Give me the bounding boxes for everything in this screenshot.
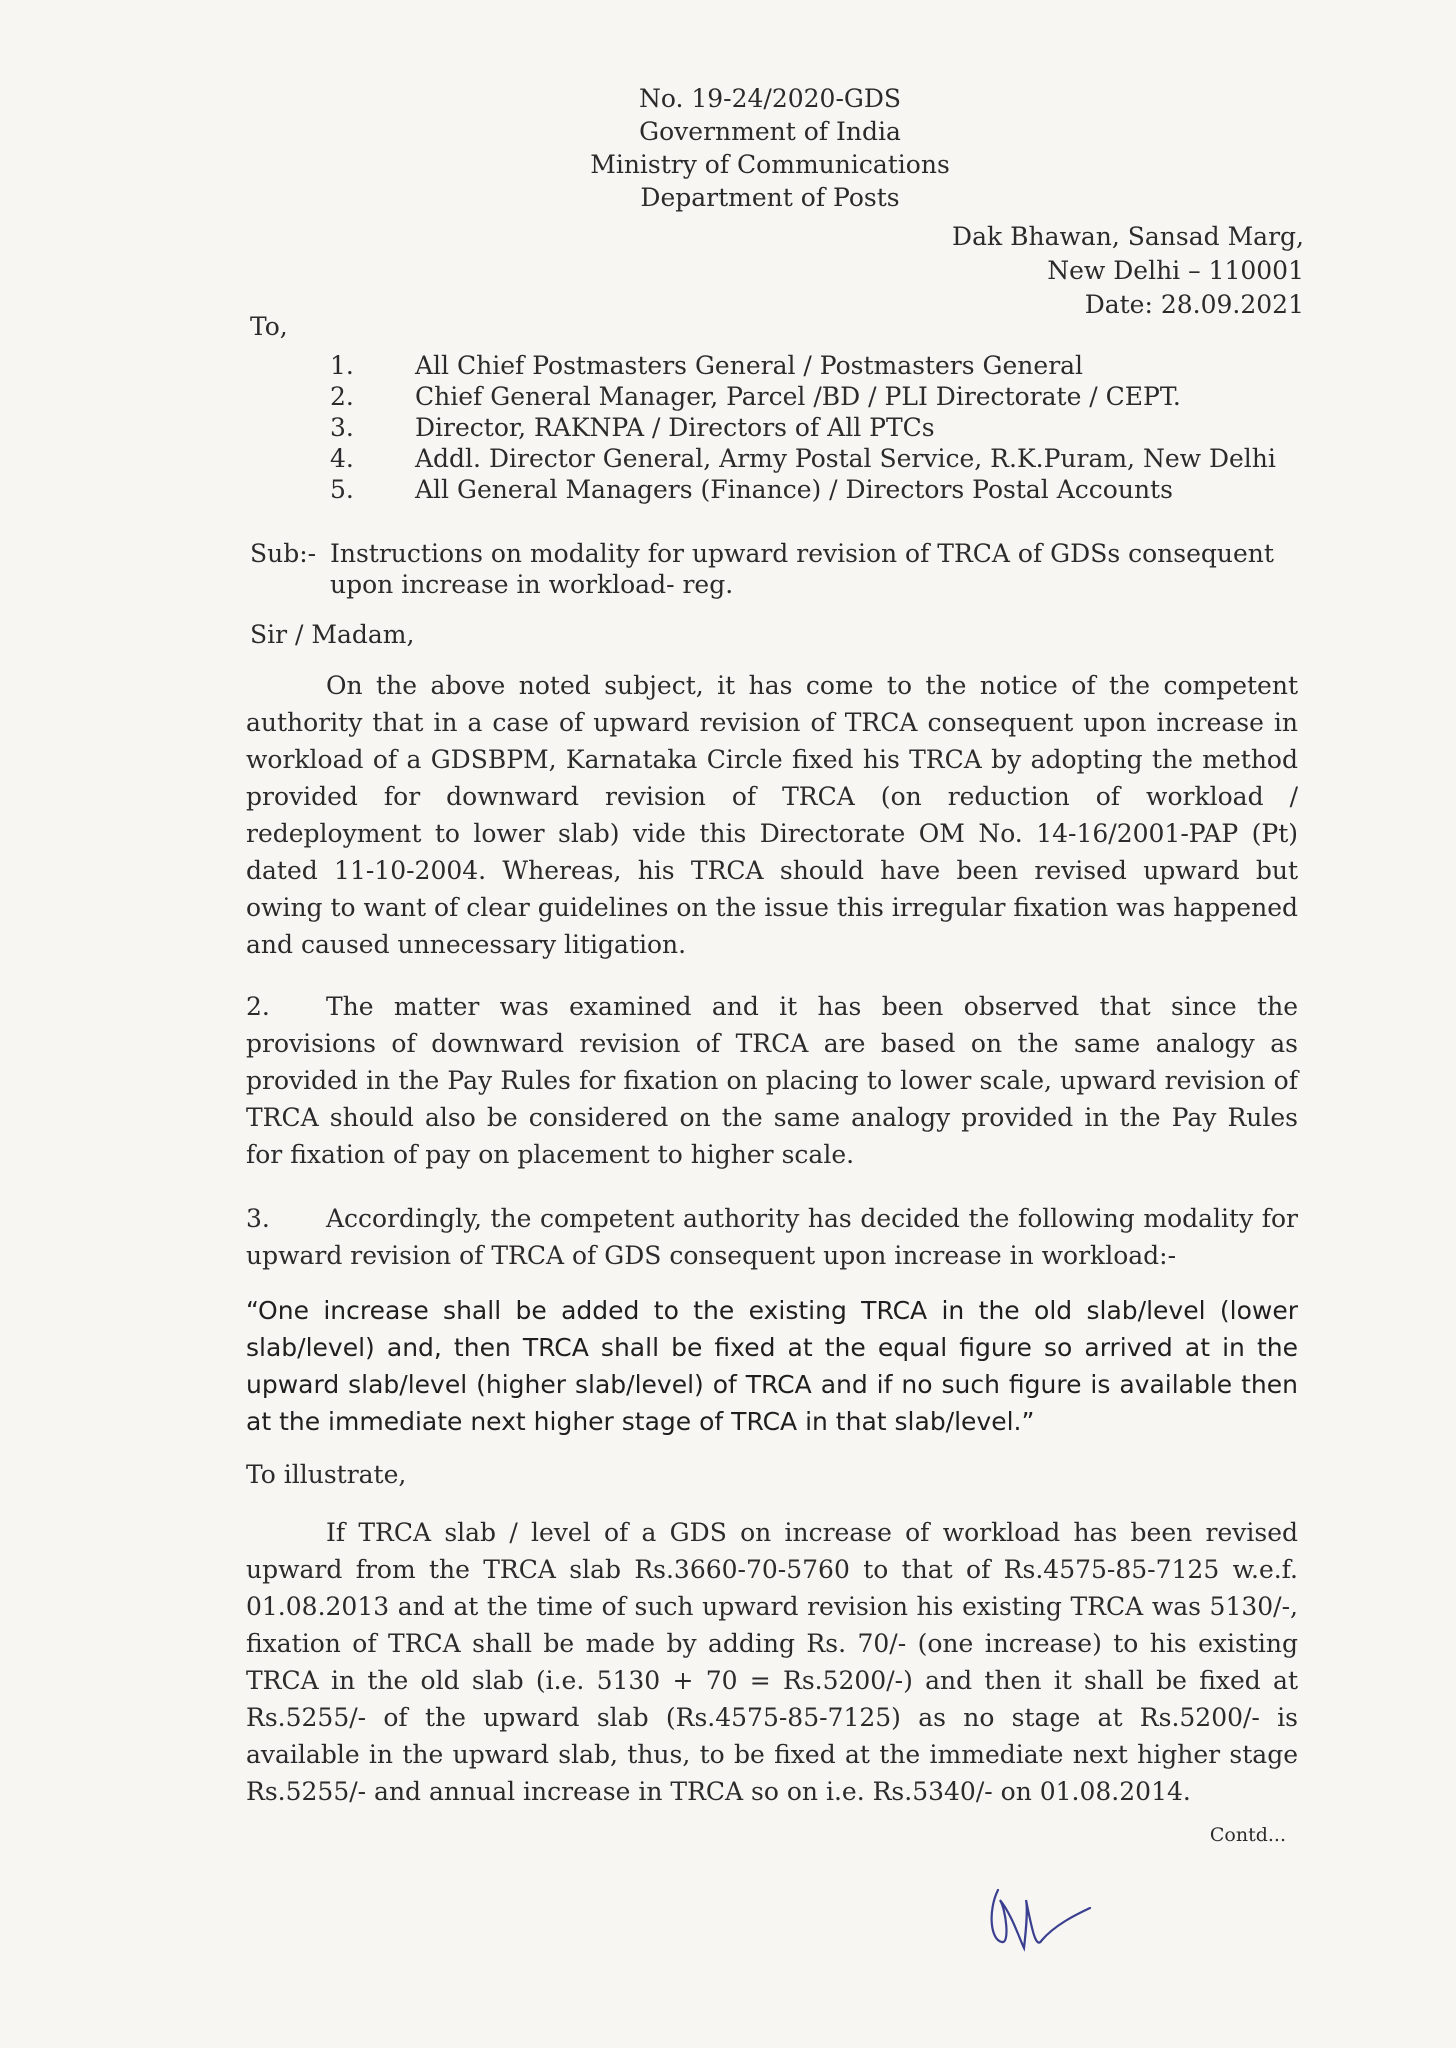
illustration-label: To illustrate, bbox=[246, 1460, 407, 1489]
recipient-text: Chief General Manager, Parcel /BD / PLI Directorate / CEPT. bbox=[415, 382, 1181, 411]
recipient-item bbox=[330, 412, 1276, 443]
paragraph-number: 3. bbox=[246, 1204, 270, 1233]
recipient-text: Addl. Director General, Army Postal Service, R.K.Puram, New Delhi bbox=[415, 444, 1276, 473]
recipient-text: All General Managers (Finance) / Directors Postal Accounts bbox=[415, 475, 1173, 504]
recipient-item bbox=[330, 350, 1276, 381]
recipient-item bbox=[330, 381, 1276, 412]
government-name: Government of India bbox=[639, 117, 901, 146]
paragraph-1: On the above noted subject, it has come to the notice of the competent authority that in a case of upward revision of TRCA consequent upon increase in workload of a GDSBPM, Karnataka Circle fixed his TRCA by adopting the method provided for downward revision of TRCA (on reduction of workload / redeployment to lower slab) vide this Directorate OM No. 14-16/2001-PAP (Pt) dated 11-10-2004. Whereas, his TRCA should have been revised upward but owing to want of clear guidelines on the issue this irregular fixation was happened and caused unnecessary litigation. bbox=[246, 671, 1298, 959]
recipient-number: 1. bbox=[330, 351, 354, 380]
paragraph-illustration: If TRCA slab / level of a GDS on increase of workload has been revised upward from the TRCA slab Rs.3660-70-5760 to that of Rs.4575-85-7125 w.e.f. 01.08.2013 and at the time of such upward revision his existing TRCA was 5130/-, fixation of TRCA shall be made by adding Rs. 70/- (one increase) to his existing TRCA in the old slab (i.e. 5130 + 70 = Rs.5200/-) and then it shall be fixed at Rs.5255/- of the upward slab (Rs.4575-85-7125) as no stage at Rs.5200/- is available in the upward slab, thus, to be fixed at the immediate next higher stage Rs.5255/- and annual increase in TRCA so on i.e. Rs.5340/- on 01.08.2014. bbox=[246, 1518, 1298, 1806]
to-label: To, bbox=[250, 312, 288, 341]
address-line-2: New Delhi – 110001 bbox=[1047, 256, 1304, 285]
department-name: Department of Posts bbox=[640, 183, 900, 212]
file-number: No. 19-24/2020-GDS bbox=[638, 84, 902, 113]
recipient-list bbox=[330, 350, 1276, 505]
ministry-name: Ministry of Communications bbox=[590, 150, 950, 179]
letterhead bbox=[560, 82, 980, 214]
recipient-number: 4. bbox=[330, 444, 354, 473]
salutation: Sir / Madam, bbox=[250, 620, 415, 649]
subject-label: Sub:- bbox=[250, 539, 317, 568]
letter-date: Date: 28.09.2021 bbox=[1084, 290, 1304, 319]
signature-mark bbox=[980, 1870, 1100, 1970]
paragraph-3 bbox=[246, 1200, 1298, 1274]
recipient-number: 3. bbox=[330, 413, 354, 442]
recipient-item bbox=[330, 443, 1276, 474]
paragraph-text: The matter was examined and it has been observed that since the provisions of downward revision of TRCA are based on the same analogy as provided in the Pay Rules for fixation on placing to lower scale, upward revision of TRCA should also be considered on the same analogy provided in the Pay Rules for fixation of pay on placement to higher scale. bbox=[246, 992, 1298, 1169]
modality-quote: “One increase shall be added to the existing TRCA in the old slab/level (lower slab/level) and, then TRCA shall be fixed at the equal figure so arrived at in the upward slab/level (higher slab/level) of TRCA and if no such figure is available then at the immediate next higher stage of TRCA in that slab/level.” bbox=[246, 1296, 1298, 1436]
signature-stroke bbox=[992, 1890, 1090, 1948]
paragraph-number: 2. bbox=[246, 992, 270, 1021]
address-line-1: Dak Bhawan, Sansad Marg, bbox=[952, 222, 1304, 251]
recipient-number: 5. bbox=[330, 475, 354, 504]
office-address bbox=[952, 220, 1304, 322]
recipient-item bbox=[330, 474, 1276, 505]
continued-marker: Contd... bbox=[1209, 1824, 1286, 1846]
paragraph-2 bbox=[246, 988, 1298, 1173]
recipient-text: Director, RAKNPA / Directors of All PTCs bbox=[415, 413, 935, 442]
recipient-number: 2. bbox=[330, 382, 354, 411]
subject-line bbox=[250, 538, 1300, 600]
paragraph-text: Accordingly, the competent authority has decided the following modality for upward revision of TRCA of GDS consequent upon increase in workload:- bbox=[246, 1204, 1298, 1270]
recipient-text: All Chief Postmasters General / Postmasters General bbox=[415, 351, 1084, 380]
subject-text: Instructions on modality for upward revision of TRCA of GDSs consequent upon increase in workload- reg. bbox=[330, 539, 1274, 599]
